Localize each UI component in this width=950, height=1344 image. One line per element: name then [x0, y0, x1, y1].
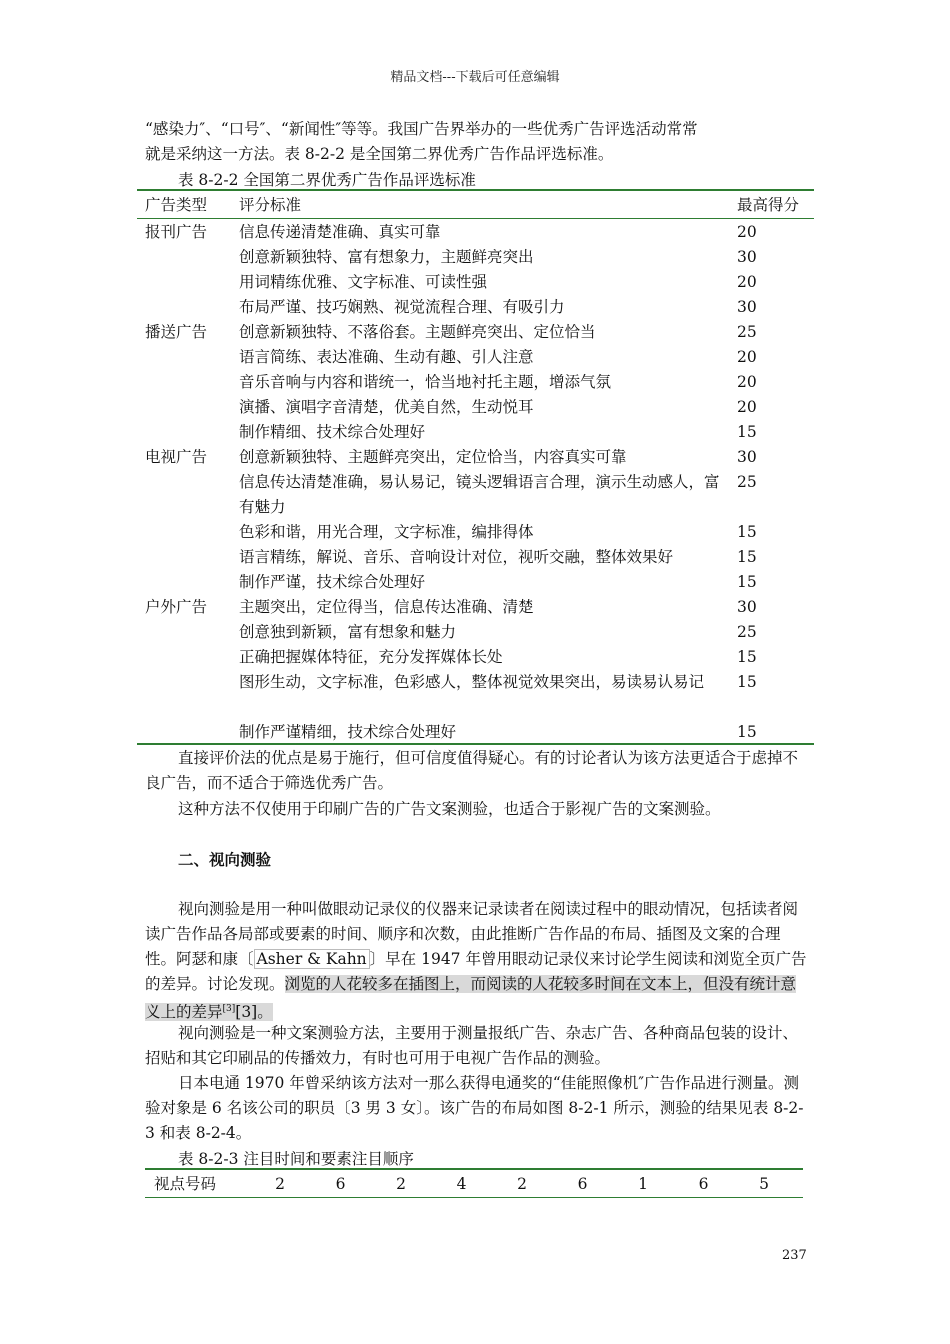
table1-cell-criterion: 创意新颖独特、主题鲜亮突出，定位恰当，内容真实可靠	[239, 448, 627, 466]
table1-cell-score: 25	[737, 473, 757, 491]
table1-cell-criterion: 演播、演唱字音清楚，优美自然，生动悦耳	[239, 398, 534, 416]
table1-cell-criterion: 创意独到新颖，富有想象和魅力	[239, 623, 457, 641]
citation-superscript: [3]	[222, 1004, 236, 1014]
table1-cell-score: 15	[737, 523, 757, 541]
intro-line-1: “感染力″、“口号″、“新闻性″等等。我国广告界举办的一些优秀广告评选活动常常	[145, 120, 698, 138]
table1-cell-criterion: 正确把握媒体特征，充分发挥媒体长处	[239, 648, 503, 666]
after-table-paragraph-2: 这种方法不仅使用于印刷广告的广告文案测验，也适合于影视广告的文案测验。	[178, 800, 721, 818]
table2-value-cell: 2	[396, 1175, 406, 1193]
section-paragraph-1-text-a: 视向测验是用一种叫做眼动记录仪的仪器来记录读者在阅读过程中的眼动情况，包括读者阅读广告作品各局部或要素的时间、顺序和次数，由此推断广告作品的布局、插图及文案的合理性。阿瑟和康〔	[145, 900, 799, 968]
table1-cell-criterion: 制作严谨精细，技术综合处理好	[239, 723, 457, 741]
section-paragraph-2: 视向测验是一种文案测验方法，主要用于测量报纸广告、杂志广告、各种商品包装的设计、招贴和其它印刷品的传播效力，有时也可用于电视广告作品的测验。	[145, 1024, 799, 1067]
table1-cell-score: 25	[737, 323, 757, 341]
table1-cell-criterion: 用词精练优雅、文字标准、可读性强	[239, 273, 488, 291]
table2-value-cell: 2	[517, 1175, 527, 1193]
table1-cell-score: 20	[737, 348, 757, 366]
table1-cell-criterion: 色彩和谐，用光合理，文字标准，编排得体	[239, 523, 534, 541]
table1-header-score: 最高得分	[737, 196, 800, 214]
section-paragraph-1-text-b: 〕早在 1947 年曾用眼动记录仪来讨论学生阅读和浏览全页广告的差异。讨论发现。	[145, 950, 807, 993]
table2-value-cell: 1	[638, 1175, 648, 1193]
section-paragraph-1	[145, 897, 809, 1025]
table1-bottom-rule	[137, 743, 814, 745]
table1-cell-score: 30	[737, 298, 757, 316]
table1-cell-criterion: 语言精练，解说、音乐、音响设计对位，视听交融，整体效果好	[239, 548, 674, 566]
intro-line-2: 就是采纳这一方法。表 8-2-2 是全国第二界优秀广告作品评选标准。	[145, 145, 614, 163]
table1-cell-score: 15	[737, 723, 757, 741]
section-paragraph-3: 日本电通 1970 年曾采纳该方法对一那么获得电通奖的“佳能照像机″广告作品进行测量。测验对象是 6 名该公司的职员〔3 男 3 女〕。该广告的布局如图 8-2-1 所示，测验的结果见表 8-2-3 和表 8-2-4。	[145, 1074, 804, 1142]
page-header: 精品文档---下载后可任意编辑	[390, 70, 560, 85]
table1-cell-score: 15	[737, 673, 757, 691]
table1-cell-criterion: 布局严谨、技巧娴熟、视觉流程合理、有吸引力	[239, 298, 565, 316]
table2-row-label: 视点号码	[153, 1175, 216, 1193]
table1-cell-criterion: 制作严谨，技术综合处理好	[239, 573, 426, 591]
table1-cell-criterion: 信息传递清楚准确、真实可靠	[239, 223, 441, 241]
table2-value-cell: 6	[577, 1175, 588, 1193]
table1-cell-score: 30	[737, 448, 757, 466]
highlighted-finding-text: 浏览的人花较多在插图上，而阅读的人花较多时间在文本上，但没有统计意义上的差异	[145, 975, 797, 1022]
table2-bottom-rule	[145, 1197, 803, 1198]
table1-cell-criterion: 创意新颖独特、富有想象力，主题鲜亮突出	[239, 248, 534, 266]
table2-caption: 表 8-2-3 注目时间和要素注目顺序	[178, 1150, 414, 1168]
table1-cell-score: 30	[737, 598, 757, 616]
table2-top-rule	[145, 1168, 803, 1170]
table1-cell-score: 15	[737, 548, 757, 566]
table1-cell-criterion: 语言简练、表达准确、生动有趣、引人注意	[239, 348, 534, 366]
table1-cell-criterion: 创意新颖独特、不落俗套。主题鲜亮突出、定位恰当	[239, 323, 596, 341]
citation-reference: [3]。	[235, 1003, 273, 1022]
author-names: Asher & Kahn	[254, 949, 370, 969]
page-number: 237	[782, 1248, 807, 1263]
table2-value-cell: 4	[456, 1175, 467, 1193]
table1-header-type: 广告类型	[145, 196, 208, 214]
table2-value-cell: 2	[275, 1175, 285, 1193]
table1-cell-score: 15	[737, 573, 757, 591]
section-heading: 二、视向测验	[178, 850, 272, 869]
table2-value-cell: 6	[335, 1175, 346, 1193]
table1-cell-score: 25	[737, 623, 757, 641]
table1-cell-type: 播送广告	[145, 323, 208, 341]
table1-cell-type: 电视广告	[145, 448, 208, 466]
table1-cell-type: 户外广告	[145, 598, 208, 616]
table1-top-rule	[137, 189, 814, 191]
table1-cell-criterion: 音乐音响与内容和谐统一，恰当地衬托主题，增添气氛	[239, 373, 612, 391]
table1-header-rule	[137, 218, 814, 219]
table2-value-cell: 6	[698, 1175, 709, 1193]
table1-cell-score: 20	[737, 398, 757, 416]
table2-value-cell: 5	[759, 1175, 769, 1193]
table1-cell-criterion: 主题突出，定位得当，信息传达准确、清楚	[239, 598, 534, 616]
table1-cell-score: 20	[737, 273, 757, 291]
table1-cell-score: 15	[737, 648, 757, 666]
after-table-paragraph-1: 直接评价法的优点是易于施行，但可信度值得疑心。有的讨论者认为该方法更适合于虑掉不良广告，而不适合于筛选优秀广告。	[145, 749, 799, 792]
table1-header-criterion: 评分标准	[239, 196, 302, 214]
table1-cell-type: 报刊广告	[145, 223, 208, 241]
table1-cell-criterion: 信息传达清楚准确，易认易记，镜头逻辑语言合理，演示生动感人，富有魅力	[239, 473, 720, 516]
table1-cell-score: 20	[737, 373, 757, 391]
table1-cell-criterion: 制作精细、技术综合处理好	[239, 423, 426, 441]
table1-caption: 表 8-2-2 全国第二界优秀广告作品评选标准	[178, 171, 476, 189]
table1-cell-score: 20	[737, 223, 757, 241]
table1-cell-score: 15	[737, 423, 757, 441]
table1-cell-criterion: 图形生动，文字标准，色彩感人，整体视觉效果突出，易读易认易记	[239, 673, 705, 691]
table1-cell-score: 30	[737, 248, 757, 266]
